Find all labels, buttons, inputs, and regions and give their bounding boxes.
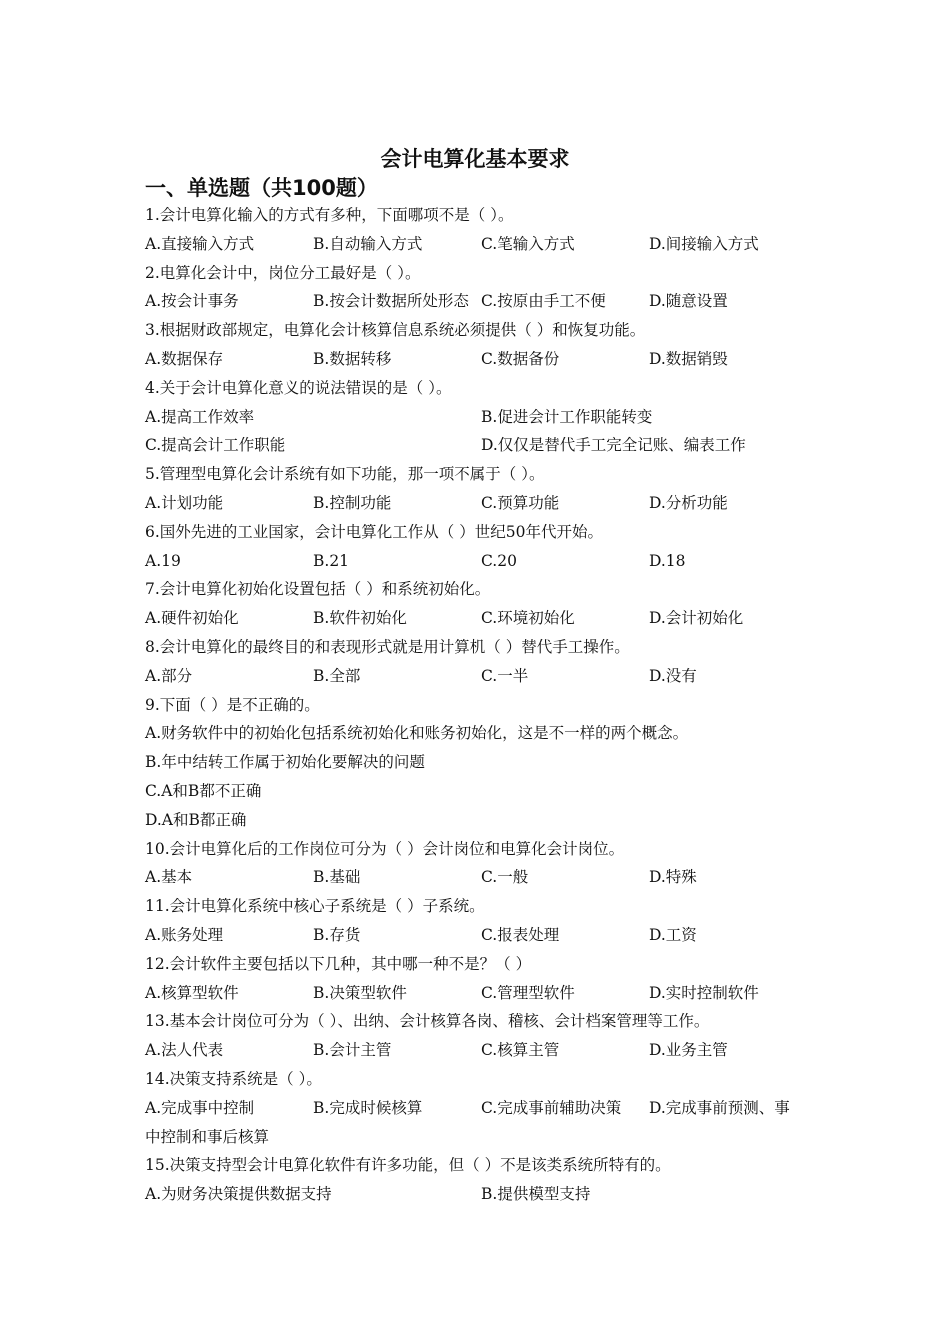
option: B.软件初始化 bbox=[313, 609, 407, 628]
section-heading: 一、单选题（共100题） bbox=[145, 176, 378, 200]
option: D.间接输入方式 bbox=[649, 234, 759, 253]
option: C.一半 bbox=[481, 666, 529, 685]
option-row bbox=[145, 1180, 817, 1209]
option: A.完成事中控制 bbox=[145, 1098, 255, 1117]
option-row bbox=[145, 345, 817, 374]
option: D.业务主管 bbox=[649, 1041, 728, 1060]
option: A.19 bbox=[145, 551, 181, 570]
option: C.环境初始化 bbox=[481, 609, 575, 628]
option: B.年中结转工作属于初始化要解决的问题 bbox=[145, 753, 425, 772]
question-text: 4.关于会计电算化意义的说法错误的是（ ）。 bbox=[145, 378, 452, 397]
page-title: 会计电算化基本要求 bbox=[380, 147, 570, 171]
question-text: 6.国外先进的工业国家，会计电算化工作从（ ）世纪50年代开始。 bbox=[145, 522, 603, 541]
option: A.部分 bbox=[145, 666, 193, 685]
question-text: 8.会计电算化的最终目的和表现形式就是用计算机（ ）替代手工操作。 bbox=[145, 637, 630, 656]
option: B.完成时候核算 bbox=[313, 1098, 423, 1117]
option: D.仅仅是替代手工完全记账、编表工作 bbox=[481, 436, 746, 455]
option: D.工资 bbox=[649, 925, 697, 944]
option: B.21 bbox=[313, 551, 350, 570]
option: A.为财务决策提供数据支持 bbox=[145, 1185, 332, 1204]
question-text: 12.会计软件主要包括以下几种，其中哪一种不是？（ ） bbox=[145, 954, 532, 973]
option: D.数据销毁 bbox=[649, 349, 728, 368]
option-row bbox=[145, 489, 817, 518]
option: D.18 bbox=[649, 551, 686, 570]
option-row bbox=[145, 287, 817, 316]
option: D.会计初始化 bbox=[649, 609, 744, 628]
option: C.预算功能 bbox=[481, 493, 560, 512]
option: A.直接输入方式 bbox=[145, 234, 255, 253]
option: B.控制功能 bbox=[313, 493, 392, 512]
option: B.自动输入方式 bbox=[313, 234, 423, 253]
question-text: 15.决策支持型会计电算化软件有许多功能，但（ ）不是该类系统所特有的。 bbox=[145, 1156, 671, 1175]
option: D.没有 bbox=[649, 666, 697, 685]
option: A.数据保存 bbox=[145, 349, 224, 368]
option: C.A和B都不正确 bbox=[145, 781, 262, 800]
option-row bbox=[145, 1094, 817, 1123]
option: C.数据备份 bbox=[481, 349, 560, 368]
option: B.会计主管 bbox=[313, 1041, 392, 1060]
question-text: 1.会计电算化输入的方式有多种，下面哪项不是（ ）。 bbox=[145, 206, 514, 224]
option: D.分析功能 bbox=[649, 493, 728, 512]
question-text: 14.决策支持系统是（ ）。 bbox=[145, 1069, 322, 1088]
option: B.数据转移 bbox=[313, 349, 392, 368]
option: C.报表处理 bbox=[481, 925, 560, 944]
question-text: 2.电算化会计中，岗位分工最好是（ ）。 bbox=[145, 263, 421, 282]
option-row bbox=[145, 979, 817, 1008]
option: A.法人代表 bbox=[145, 1041, 224, 1060]
option: C.提高会计工作职能 bbox=[145, 436, 286, 455]
option: A.核算型软件 bbox=[145, 983, 239, 1002]
option-row bbox=[145, 662, 817, 691]
option-row bbox=[145, 431, 817, 460]
option: C.笔输入方式 bbox=[481, 234, 575, 253]
option: A.按会计事务 bbox=[145, 292, 239, 311]
option: B.基础 bbox=[313, 868, 361, 887]
option-row bbox=[145, 403, 817, 432]
question-text: 11.会计电算化系统中核心子系统是（ ）子系统。 bbox=[145, 897, 485, 916]
option: B.存货 bbox=[313, 925, 361, 944]
option-row bbox=[145, 921, 817, 950]
option-row bbox=[145, 863, 817, 892]
option: B.全部 bbox=[313, 666, 361, 685]
option: C.完成事前辅助决策 bbox=[481, 1098, 622, 1117]
option: B.决策型软件 bbox=[313, 983, 407, 1002]
option: B.促进会计工作职能转变 bbox=[481, 407, 653, 426]
question-text: 7.会计电算化初始化设置包括（ ）和系统初始化。 bbox=[145, 580, 491, 599]
option: A.硬件初始化 bbox=[145, 609, 239, 628]
option: A.基本 bbox=[145, 868, 193, 887]
option: A.计划功能 bbox=[145, 493, 224, 512]
option-continuation: 中控制和事后核算 bbox=[145, 1127, 270, 1146]
question-text: 13.基本会计岗位可分为（ ）、出纳、会计核算各岗、稽核、会计档案管理等工作。 bbox=[145, 1012, 710, 1031]
option: D.完成事前预测、事 bbox=[649, 1098, 790, 1117]
question-text: 9.下面（ ）是不正确的。 bbox=[145, 695, 320, 714]
option: C.核算主管 bbox=[481, 1041, 560, 1060]
option: A.提高工作效率 bbox=[145, 407, 255, 426]
option: C.按原由手工不便 bbox=[481, 292, 606, 311]
option: D.实时控制软件 bbox=[649, 983, 759, 1002]
option: C.一般 bbox=[481, 868, 529, 887]
option: C.20 bbox=[481, 551, 517, 570]
option-row bbox=[145, 1036, 817, 1065]
option: A.账务处理 bbox=[145, 925, 224, 944]
option: D.A和B都正确 bbox=[145, 810, 247, 829]
option: D.特殊 bbox=[649, 868, 697, 887]
question-list bbox=[145, 201, 817, 1209]
option: B.提供模型支持 bbox=[481, 1185, 591, 1204]
option-row bbox=[145, 230, 817, 259]
question-text: 10.会计电算化后的工作岗位可分为（ ）会计岗位和电算化会计岗位。 bbox=[145, 839, 625, 858]
option-row bbox=[145, 604, 817, 633]
question-text: 3.根据财政部规定，电算化会计核算信息系统必须提供（ ）和恢复功能。 bbox=[145, 321, 646, 340]
question-text: 5.管理型电算化会计系统有如下功能，那一项不属于（ ）。 bbox=[145, 465, 545, 484]
option: A.财务软件中的初始化包括系统初始化和账务初始化，这是不一样的两个概念。 bbox=[145, 724, 689, 743]
option: B.按会计数据所处形态 bbox=[313, 292, 469, 311]
option: C.管理型软件 bbox=[481, 983, 575, 1002]
option: D.随意设置 bbox=[649, 292, 728, 311]
option-row bbox=[145, 547, 817, 576]
